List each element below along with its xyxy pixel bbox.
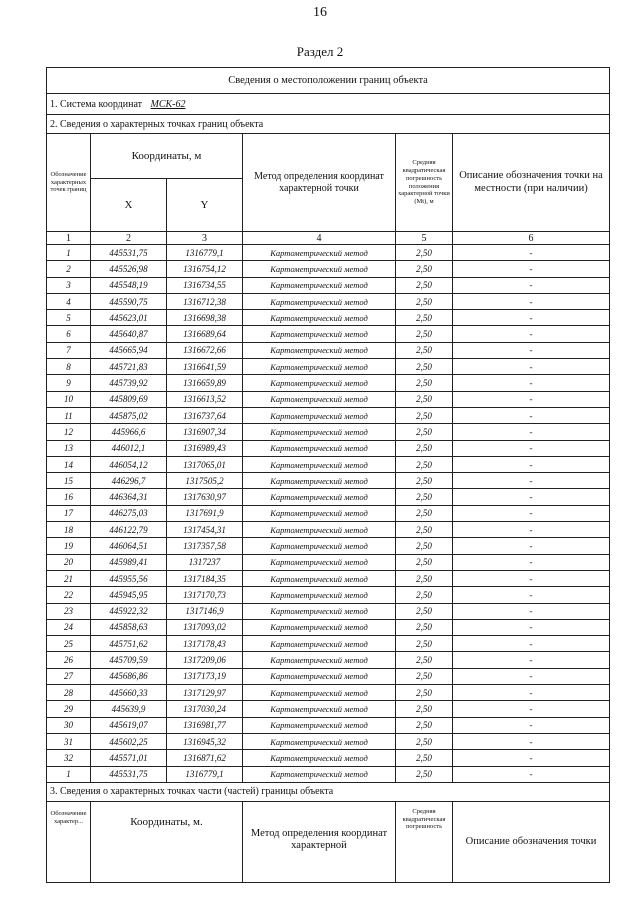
error-cell: 2,50	[396, 636, 453, 652]
point-number-cell: 23	[47, 603, 91, 619]
point-number-cell: 12	[47, 424, 91, 440]
point-number-cell: 5	[47, 310, 91, 326]
point-number-cell: 30	[47, 717, 91, 733]
coord-system-value: МСК-62	[150, 98, 186, 110]
point-row	[47, 636, 610, 652]
description-cell: -	[453, 261, 610, 277]
point-row	[47, 619, 610, 635]
y-coordinate-cell: 1317178,43	[167, 636, 243, 652]
x-coordinate-cell: 445548,19	[91, 277, 167, 293]
method-cell: Картометрический метод	[243, 456, 396, 472]
error-cell: 2,50	[396, 717, 453, 733]
description-cell: -	[453, 277, 610, 293]
error-cell: 2,50	[396, 261, 453, 277]
description-cell: -	[453, 293, 610, 309]
point-number-cell: 3	[47, 277, 91, 293]
point-row	[47, 277, 610, 293]
x-coordinate-cell: 445526,98	[91, 261, 167, 277]
point-row	[47, 375, 610, 391]
description-cell: -	[453, 326, 610, 342]
point-number-cell: 24	[47, 619, 91, 635]
x-coordinate-cell: 445875,02	[91, 407, 167, 423]
point-row	[47, 473, 610, 489]
error-cell: 2,50	[396, 245, 453, 261]
boundary-table-wrapper	[46, 67, 609, 883]
y-coordinate-cell: 1317093,02	[167, 619, 243, 635]
x-coordinate-cell: 445571,01	[91, 750, 167, 766]
y-coordinate-cell: 1317630,97	[167, 489, 243, 505]
x-coordinate-cell: 445966,6	[91, 424, 167, 440]
column-number: 2	[91, 232, 167, 245]
point-row	[47, 489, 610, 505]
method-cell: Картометрический метод	[243, 293, 396, 309]
header-y: Y	[167, 179, 243, 232]
method-cell: Картометрический метод	[243, 685, 396, 701]
point-number-cell: 17	[47, 505, 91, 521]
method-cell: Картометрический метод	[243, 538, 396, 554]
error-cell: 2,50	[396, 293, 453, 309]
description-cell: -	[453, 587, 610, 603]
header-coordinates: Координаты, м	[91, 134, 243, 179]
header2-description: Описание обозначения точки	[453, 801, 610, 882]
point-number-cell: 28	[47, 685, 91, 701]
point-number-cell: 4	[47, 293, 91, 309]
point-row	[47, 505, 610, 521]
point-number-cell: 2	[47, 261, 91, 277]
point-number-cell: 16	[47, 489, 91, 505]
x-coordinate-cell: 446064,51	[91, 538, 167, 554]
point-number-cell: 25	[47, 636, 91, 652]
description-cell: -	[453, 733, 610, 749]
y-coordinate-cell: 1317237	[167, 554, 243, 570]
y-coordinate-cell: 1317691,9	[167, 505, 243, 521]
method-cell: Картометрический метод	[243, 261, 396, 277]
point-number-cell: 29	[47, 701, 91, 717]
y-coordinate-cell: 1317505,2	[167, 473, 243, 489]
description-cell: -	[453, 668, 610, 684]
point-row	[47, 424, 610, 440]
error-cell: 2,50	[396, 489, 453, 505]
description-cell: -	[453, 652, 610, 668]
point-row	[47, 733, 610, 749]
point-number-cell: 1	[47, 245, 91, 261]
x-coordinate-cell: 445858,63	[91, 619, 167, 635]
header2-point-designation: Обозначение характер...	[47, 801, 91, 882]
header-description: Описание обозначения точки на местности (при наличии)	[453, 134, 610, 232]
point-row	[47, 685, 610, 701]
point-number-cell: 18	[47, 522, 91, 538]
error-cell: 2,50	[396, 310, 453, 326]
coord-system-row	[47, 94, 610, 115]
method-cell: Картометрический метод	[243, 766, 396, 782]
point-row	[47, 570, 610, 586]
error-cell: 2,50	[396, 668, 453, 684]
y-coordinate-cell: 1317184,35	[167, 570, 243, 586]
x-coordinate-cell: 445531,75	[91, 245, 167, 261]
point-row	[47, 310, 610, 326]
point-number-cell: 13	[47, 440, 91, 456]
x-coordinate-cell: 446364,31	[91, 489, 167, 505]
description-cell: -	[453, 489, 610, 505]
method-cell: Картометрический метод	[243, 701, 396, 717]
y-coordinate-cell: 1316672,66	[167, 342, 243, 358]
point-number-cell: 26	[47, 652, 91, 668]
y-coordinate-cell: 1316981,77	[167, 717, 243, 733]
method-cell: Картометрический метод	[243, 668, 396, 684]
error-cell: 2,50	[396, 522, 453, 538]
page-number: 16	[313, 5, 327, 20]
y-coordinate-cell: 1316659,89	[167, 375, 243, 391]
point-row	[47, 603, 610, 619]
header2-error: Средняя квадратическая погрешность	[396, 801, 453, 882]
point-number-cell: 9	[47, 375, 91, 391]
description-cell: -	[453, 407, 610, 423]
error-cell: 2,50	[396, 407, 453, 423]
description-cell: -	[453, 538, 610, 554]
point-row	[47, 456, 610, 472]
error-cell: 2,50	[396, 456, 453, 472]
point-number-cell: 31	[47, 733, 91, 749]
description-cell: -	[453, 701, 610, 717]
point-row	[47, 538, 610, 554]
method-cell: Картометрический метод	[243, 750, 396, 766]
error-cell: 2,50	[396, 473, 453, 489]
method-cell: Картометрический метод	[243, 554, 396, 570]
x-coordinate-cell: 446275,03	[91, 505, 167, 521]
header-x: X	[91, 179, 167, 232]
point-number-cell: 19	[47, 538, 91, 554]
y-coordinate-cell: 1316712,38	[167, 293, 243, 309]
section-title: Раздел 2	[296, 44, 344, 59]
description-cell: -	[453, 685, 610, 701]
x-coordinate-cell: 446054,12	[91, 456, 167, 472]
y-coordinate-cell: 1316737,64	[167, 407, 243, 423]
method-cell: Картометрический метод	[243, 277, 396, 293]
y-coordinate-cell: 1317030,24	[167, 701, 243, 717]
y-coordinate-cell: 1317209,06	[167, 652, 243, 668]
y-coordinate-cell: 1316698,38	[167, 310, 243, 326]
point-number-cell: 14	[47, 456, 91, 472]
x-coordinate-cell: 445945,95	[91, 587, 167, 603]
method-cell: Картометрический метод	[243, 489, 396, 505]
y-coordinate-cell: 1316989,43	[167, 440, 243, 456]
point-row	[47, 293, 610, 309]
point-row	[47, 717, 610, 733]
error-cell: 2,50	[396, 603, 453, 619]
header2-coordinates: Координаты, м.	[91, 801, 243, 882]
point-row	[47, 359, 610, 375]
column-number: 1	[47, 232, 91, 245]
x-coordinate-cell: 445640,87	[91, 326, 167, 342]
x-coordinate-cell: 445623,01	[91, 310, 167, 326]
description-cell: -	[453, 766, 610, 782]
column-number: 4	[243, 232, 396, 245]
point-row	[47, 261, 610, 277]
description-cell: -	[453, 717, 610, 733]
point-row	[47, 245, 610, 261]
description-cell: -	[453, 424, 610, 440]
error-cell: 2,50	[396, 375, 453, 391]
x-coordinate-cell: 445922,32	[91, 603, 167, 619]
method-cell: Картометрический метод	[243, 587, 396, 603]
point-row	[47, 766, 610, 782]
x-coordinate-cell: 445751,62	[91, 636, 167, 652]
point-row	[47, 326, 610, 342]
error-cell: 2,50	[396, 391, 453, 407]
error-cell: 2,50	[396, 277, 453, 293]
x-coordinate-cell: 445739,92	[91, 375, 167, 391]
x-coordinate-cell: 445639,9	[91, 701, 167, 717]
method-cell: Картометрический метод	[243, 326, 396, 342]
error-cell: 2,50	[396, 342, 453, 358]
method-cell: Картометрический метод	[243, 522, 396, 538]
point-row	[47, 342, 610, 358]
method-cell: Картометрический метод	[243, 636, 396, 652]
error-cell: 2,50	[396, 359, 453, 375]
y-coordinate-cell: 1317454,31	[167, 522, 243, 538]
method-cell: Картометрический метод	[243, 733, 396, 749]
point-row	[47, 554, 610, 570]
x-coordinate-cell: 445619,07	[91, 717, 167, 733]
description-cell: -	[453, 391, 610, 407]
point-row	[47, 701, 610, 717]
description-cell: -	[453, 456, 610, 472]
method-cell: Картометрический метод	[243, 245, 396, 261]
point-number-cell: 22	[47, 587, 91, 603]
x-coordinate-cell: 446296,7	[91, 473, 167, 489]
x-coordinate-cell: 445709,59	[91, 652, 167, 668]
x-coordinate-cell: 445531,75	[91, 766, 167, 782]
point-row	[47, 652, 610, 668]
description-cell: -	[453, 554, 610, 570]
method-cell: Картометрический метод	[243, 717, 396, 733]
point-number-cell: 1	[47, 766, 91, 782]
column-number: 3	[167, 232, 243, 245]
boundary-table	[46, 67, 610, 883]
x-coordinate-cell: 445809,69	[91, 391, 167, 407]
table-title: Сведения о местоположении границ объекта	[47, 68, 610, 94]
method-cell: Картометрический метод	[243, 603, 396, 619]
y-coordinate-cell: 1317129,97	[167, 685, 243, 701]
point-row	[47, 391, 610, 407]
point-number-cell: 11	[47, 407, 91, 423]
column-number: 6	[453, 232, 610, 245]
x-coordinate-cell: 445660,33	[91, 685, 167, 701]
method-cell: Картометрический метод	[243, 391, 396, 407]
point-row	[47, 440, 610, 456]
description-cell: -	[453, 375, 610, 391]
description-cell: -	[453, 440, 610, 456]
method-cell: Картометрический метод	[243, 505, 396, 521]
error-cell: 2,50	[396, 701, 453, 717]
x-coordinate-cell: 446122,79	[91, 522, 167, 538]
column-numbers-row	[47, 232, 610, 245]
header-error: Средняя квадратическая погрешность положения характерной точки (Mt), м	[396, 134, 453, 232]
x-coordinate-cell: 445665,94	[91, 342, 167, 358]
description-cell: -	[453, 619, 610, 635]
method-cell: Картометрический метод	[243, 359, 396, 375]
error-cell: 2,50	[396, 505, 453, 521]
description-cell: -	[453, 359, 610, 375]
point-row	[47, 407, 610, 423]
error-cell: 2,50	[396, 685, 453, 701]
point-number-cell: 15	[47, 473, 91, 489]
point-number-cell: 7	[47, 342, 91, 358]
point-row	[47, 587, 610, 603]
y-coordinate-cell: 1316779,1	[167, 766, 243, 782]
error-cell: 2,50	[396, 619, 453, 635]
y-coordinate-cell: 1316734,55	[167, 277, 243, 293]
column-number: 5	[396, 232, 453, 245]
y-coordinate-cell: 1316871,62	[167, 750, 243, 766]
x-coordinate-cell: 446012,1	[91, 440, 167, 456]
method-cell: Картометрический метод	[243, 570, 396, 586]
point-number-cell: 21	[47, 570, 91, 586]
y-coordinate-cell: 1317357,58	[167, 538, 243, 554]
description-cell: -	[453, 603, 610, 619]
y-coordinate-cell: 1316945,32	[167, 733, 243, 749]
method-cell: Картометрический метод	[243, 310, 396, 326]
method-cell: Картометрический метод	[243, 342, 396, 358]
error-cell: 2,50	[396, 538, 453, 554]
x-coordinate-cell: 445686,86	[91, 668, 167, 684]
x-coordinate-cell: 445590,75	[91, 293, 167, 309]
y-coordinate-cell: 1317065,01	[167, 456, 243, 472]
error-cell: 2,50	[396, 733, 453, 749]
y-coordinate-cell: 1316754,12	[167, 261, 243, 277]
description-cell: -	[453, 245, 610, 261]
points-heading: 2. Сведения о характерных точках границ объекта	[47, 115, 610, 134]
point-row	[47, 668, 610, 684]
method-cell: Картометрический метод	[243, 424, 396, 440]
y-coordinate-cell: 1316779,1	[167, 245, 243, 261]
description-cell: -	[453, 310, 610, 326]
y-coordinate-cell: 1316907,34	[167, 424, 243, 440]
description-cell: -	[453, 473, 610, 489]
x-coordinate-cell: 445989,41	[91, 554, 167, 570]
y-coordinate-cell: 1317170,73	[167, 587, 243, 603]
y-coordinate-cell: 1317146,9	[167, 603, 243, 619]
y-coordinate-cell: 1317173,19	[167, 668, 243, 684]
point-number-cell: 20	[47, 554, 91, 570]
error-cell: 2,50	[396, 652, 453, 668]
point-number-cell: 8	[47, 359, 91, 375]
y-coordinate-cell: 1316689,64	[167, 326, 243, 342]
header2-method: Метод определения координат характерной	[243, 801, 396, 882]
point-number-cell: 32	[47, 750, 91, 766]
description-cell: -	[453, 636, 610, 652]
method-cell: Картометрический метод	[243, 440, 396, 456]
error-cell: 2,50	[396, 587, 453, 603]
error-cell: 2,50	[396, 570, 453, 586]
parts-heading: 3. Сведения о характерных точках части (частей) границы объекта	[47, 782, 610, 801]
method-cell: Картометрический метод	[243, 407, 396, 423]
description-cell: -	[453, 750, 610, 766]
description-cell: -	[453, 570, 610, 586]
description-cell: -	[453, 522, 610, 538]
header-point-designation: Обозначение характерных точек границ	[47, 134, 91, 232]
point-number-cell: 6	[47, 326, 91, 342]
method-cell: Картометрический метод	[243, 375, 396, 391]
y-coordinate-cell: 1316641,59	[167, 359, 243, 375]
error-cell: 2,50	[396, 440, 453, 456]
description-cell: -	[453, 342, 610, 358]
point-number-cell: 27	[47, 668, 91, 684]
coord-system-label: 1. Система координат	[50, 98, 143, 110]
method-cell: Картометрический метод	[243, 652, 396, 668]
error-cell: 2,50	[396, 326, 453, 342]
error-cell: 2,50	[396, 766, 453, 782]
method-cell: Картометрический метод	[243, 619, 396, 635]
header-method: Метод определения координат характерной точки	[243, 134, 396, 232]
point-row	[47, 522, 610, 538]
description-cell: -	[453, 505, 610, 521]
error-cell: 2,50	[396, 424, 453, 440]
x-coordinate-cell: 445955,56	[91, 570, 167, 586]
y-coordinate-cell: 1316613,52	[167, 391, 243, 407]
x-coordinate-cell: 445602,25	[91, 733, 167, 749]
error-cell: 2,50	[396, 554, 453, 570]
error-cell: 2,50	[396, 750, 453, 766]
method-cell: Картометрический метод	[243, 473, 396, 489]
point-row	[47, 750, 610, 766]
point-number-cell: 10	[47, 391, 91, 407]
x-coordinate-cell: 445721,83	[91, 359, 167, 375]
